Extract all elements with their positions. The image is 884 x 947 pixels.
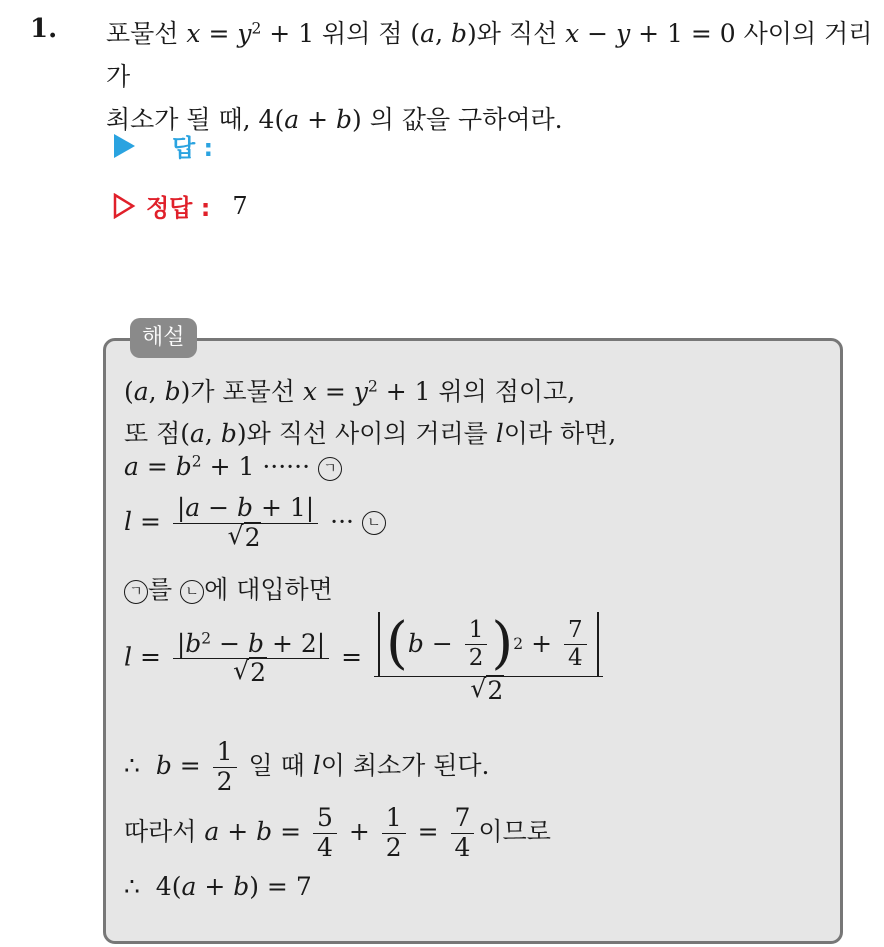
solution-line-2: 또 점(a, b)와 직선 사이의 거리를 l이라 하면,: [124, 419, 617, 448]
completed-square-fraction: ( b − $\frac{1}{2}$ ) 2 + $\frac{7}{4}$ √ 2: [374, 612, 603, 706]
solution-line-8: 따라서 a + b = $\frac{5}{4}$ + $\frac{1}{2}$ = $\frac{7}{4}$ 이므로: [124, 803, 551, 862]
solution-line-1: (a, b)가 포물선 $x = y^2 + 1$ 위의 점이고,: [124, 377, 576, 406]
circled-mark-2: ㄴ: [362, 511, 386, 535]
answer-label: 답 :: [172, 134, 214, 162]
solution-line-6: l = $|b^2 - b + 2|$ √ 2 = ( b − $\frac{1}{2}$ ) 2 + $\frac{7}{4}$ √ 2: [124, 612, 607, 706]
problem-number: 1.: [30, 14, 58, 44]
solution-line-9: ∴ 4(a + b) = 7: [124, 872, 312, 901]
circled-mark-2b: ㄴ: [180, 580, 204, 604]
solution-tab: 해설: [130, 318, 197, 358]
correct-answer-label: 정답 :: [146, 194, 211, 222]
play-arrow-icon: [112, 133, 136, 159]
correct-answer-row: [112, 188, 248, 223]
answer-row: [112, 128, 213, 163]
substituted-fraction: $|b^2 - b + 2|$ √ 2: [173, 630, 329, 689]
outline-arrow-icon: [112, 193, 136, 219]
solution-line-5: ㄱ 를 ㄴ 에 대입하면: [124, 570, 333, 606]
solution-line-4: l = |a − b + 1| √ 2 ··· ㄴ: [124, 494, 386, 553]
solution-line-3: $a = b^2 + 1$ ······ ㄱ: [124, 452, 342, 481]
circled-mark-1: ㄱ: [318, 457, 342, 481]
circled-mark-1b: ㄱ: [124, 580, 148, 604]
problem-statement: 포물선 $x = y^2 + 1$ 위의 점 (a, b)와 직선 x − y + 1 = 0 사이의 거리가 최소가 될 때, 4(a + b) 의 값을 구하여라.: [106, 19, 873, 134]
solution-line-7: ∴ b = $\frac{1}{2}$ 일 때 l이 최소가 된다.: [124, 737, 490, 796]
distance-fraction: |a − b + 1| √ 2: [173, 494, 318, 553]
correct-answer-value: 7: [232, 191, 248, 220]
